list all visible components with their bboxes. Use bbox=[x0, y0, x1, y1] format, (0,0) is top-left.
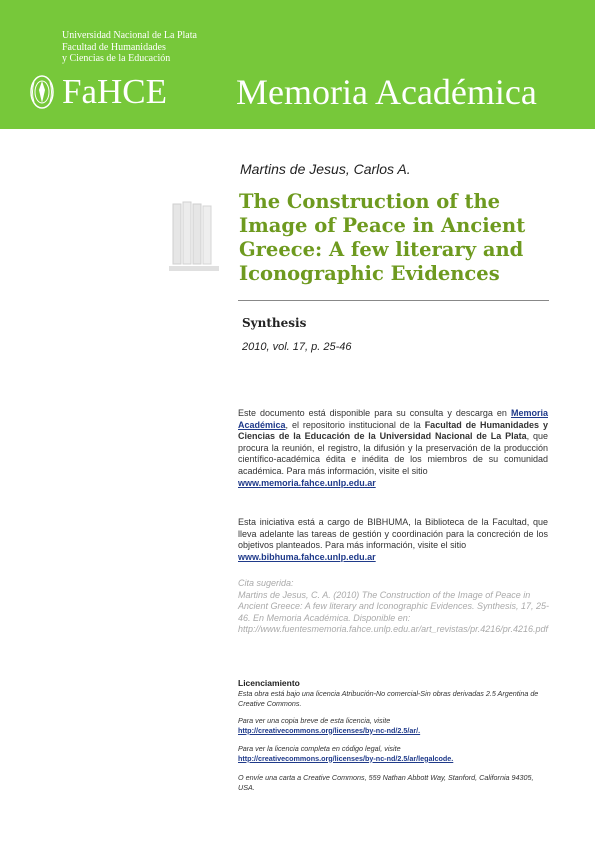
memoria-url-link[interactable]: www.memoria.fahce.unlp.edu.ar bbox=[238, 477, 376, 488]
license-title: Licenciamiento bbox=[238, 678, 300, 688]
faculty-line-1: Facultad de Humanidades bbox=[62, 42, 166, 53]
license-short-block bbox=[238, 716, 550, 735]
citation-text: Martins de Jesus, C. A. (2010) The Construction of the Image of Peace in Ancient Greece: A few literary and Iconographic Evidences. Synthesis, 17, 25-46. En Memoria Académica. Disponible en: bbox=[238, 589, 549, 623]
availability-paragraph bbox=[238, 408, 548, 489]
document-title bbox=[239, 190, 559, 286]
title-line: The Construction of the bbox=[239, 190, 501, 213]
header-banner bbox=[0, 0, 595, 129]
initiative-text: Esta iniciativa está a cargo de BIBHUMA, la Biblioteca de la Facultad, que lleva adelante las tareas de gestión y coordinación para la concreción de los objetivos planteados. Para más información, visite el sitio bbox=[238, 517, 548, 551]
license-address: O envíe una carta a Creative Commons, 559 Nathan Abbott Way, Stanford, California 94305, USA. bbox=[238, 773, 534, 792]
books-icon bbox=[165, 198, 225, 278]
citation-label: Cita sugerida: bbox=[238, 578, 294, 588]
license-short-label: Para ver una copia breve de esta licencia, visite bbox=[238, 716, 391, 725]
availability-mid: , el repositorio institucional de la bbox=[285, 419, 421, 430]
license-text: Esta obra está bajo una licencia Atribución-No comercial-Sin obras derivadas 2.5 Argentina de Creative Commons. bbox=[238, 689, 539, 708]
title-divider bbox=[238, 300, 549, 301]
citation-url[interactable]: http://www.fuentesmemoria.fahce.unlp.edu.ar/art_revistas/pr.4216/pr.4216.pdf bbox=[238, 624, 549, 634]
citation-block bbox=[238, 578, 550, 636]
faculty-line-2: y Ciencias de la Educación bbox=[62, 53, 171, 64]
title-line: Greece: A few literary and bbox=[239, 238, 524, 261]
license-full-label: Para ver la licencia completa en código legal, visite bbox=[238, 744, 401, 753]
license-full-block bbox=[238, 744, 550, 763]
volume-info: 2010, vol. 17, p. 25-46 bbox=[242, 341, 352, 353]
fahce-logo-text: FaHCE bbox=[62, 72, 167, 111]
repository-name: Memoria Académica bbox=[236, 72, 537, 112]
university-name: Universidad Nacional de La Plata bbox=[62, 30, 197, 41]
memoria-academica-link[interactable]: Memoria Académica bbox=[238, 408, 548, 430]
faculty-full-name: Facultad de Humanidades y Ciencias de la Educación de la Universidad Nacional de La Plata bbox=[238, 419, 548, 442]
journal-name: Synthesis bbox=[242, 316, 307, 330]
title-line: Image of Peace in Ancient bbox=[239, 214, 526, 237]
author-name: Martins de Jesus, Carlos A. bbox=[240, 161, 411, 177]
university-seal-icon bbox=[28, 72, 56, 112]
availability-intro: Este documento está disponible para su consulta y descarga en bbox=[238, 408, 507, 418]
bibhuma-url-link[interactable]: www.bibhuma.fahce.unlp.edu.ar bbox=[238, 551, 376, 562]
initiative-paragraph bbox=[238, 517, 548, 563]
license-short-link[interactable]: http://creativecommons.org/licenses/by-nc-nd/2.5/ar/. bbox=[238, 725, 421, 735]
license-full-link[interactable]: http://creativecommons.org/licenses/by-nc-nd/2.5/ar/legalcode. bbox=[238, 753, 454, 763]
availability-body: , que procura la reunión, el registro, la difusión y la preservación de la producción científico-académica édita e inédita de los miembros de su comunidad académica. Para más información, visite el sitio bbox=[238, 431, 548, 476]
title-line: Iconographic Evidences bbox=[239, 262, 500, 285]
